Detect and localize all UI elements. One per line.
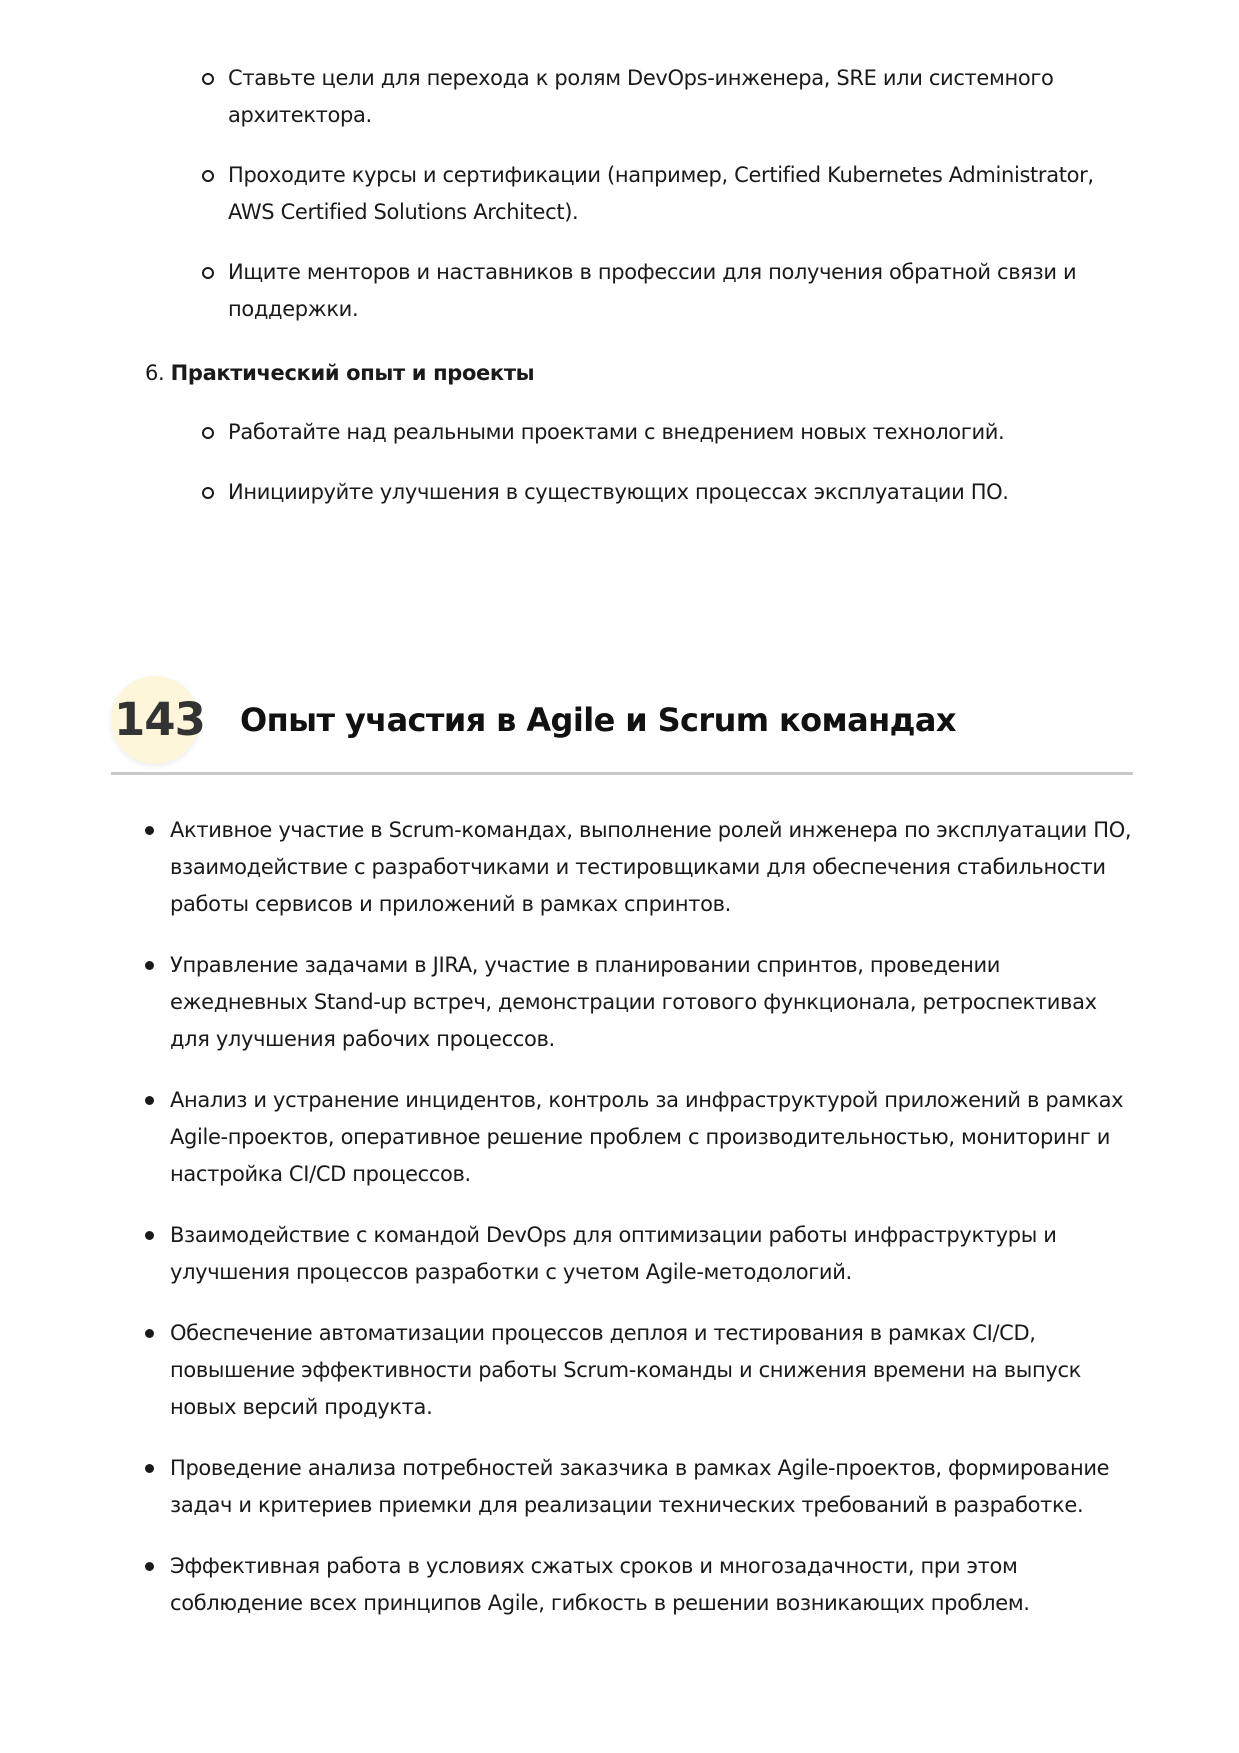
item-number: 6. [145,361,165,385]
list-item-text: Взаимодействие с командой DevOps для оптимизации работы инфраструктуры и улучшения процессов разработки с учетом Agile-методологий. [170,1223,1057,1284]
list-item [228,474,1128,511]
list-item [228,414,1128,451]
hollow-bullet-icon [202,170,214,182]
list-item-text: Работайте над реальными проектами с внедрением новых технологий. [228,420,1005,444]
bullet-icon [145,1096,154,1105]
bullet-icon [145,1464,154,1473]
list-item [170,1315,1135,1426]
list-item-text: Активное участие в Scrum-командах, выполнение ролей инженера по эксплуатации ПО, взаимодействие с разработчиками и тестировщиками для обеспечения стабильности работы сервисов и приложений в рамках спринтов. [170,818,1132,916]
hollow-bullet-icon [202,267,214,279]
numbered-item-heading [145,355,534,392]
list-item-text: Анализ и устранение инцидентов, контроль за инфраструктурой приложений в рамках Agile-проектов, оперативное решение проблем с производительностью, мониторинг и настройка CI/CD процессов. [170,1088,1124,1186]
section-divider [111,772,1133,775]
list-item [170,1548,1135,1622]
bullet-icon [145,1329,154,1338]
list-item-text: Эффективная работа в условиях сжатых сроков и многозадачности, при этом соблюдение всех принципов Agile, гибкость в решении возникающих проблем. [170,1554,1030,1615]
hollow-bullet-icon [202,487,214,499]
bullet-icon [145,826,154,835]
list-item [170,947,1135,1058]
hollow-bullet-icon [202,73,214,85]
list-item-text: Ставьте цели для перехода к ролям DevOps-инженера, SRE или системного архитектора. [228,66,1054,127]
list-item [228,157,1128,231]
career-goals-sublist [228,60,1128,351]
bullet-icon [145,1562,154,1571]
list-item-text: Ищите менторов и наставников в профессии для получения обратной связи и поддержки. [228,260,1077,321]
section-number: 143 [114,693,205,746]
section-title: Опыт участия в Agile и Scrum командах [240,701,956,739]
list-item [228,60,1128,134]
list-item [170,1082,1135,1193]
list-item-text: Обеспечение автоматизации процессов деплоя и тестирования в рамках CI/CD, повышение эффективности работы Scrum-команды и снижения времени на выпуск новых версий продукта. [170,1321,1081,1419]
list-item-text: Управление задачами в JIRA, участие в планировании спринтов, проведении ежедневных Stand-up встреч, демонстрации готового функционала, ретроспективах для улучшения рабочих процессов. [170,953,1097,1051]
list-item-text: Проходите курсы и сертификации (например, Certified Kubernetes Administrator, AWS Certified Solutions Architect). [228,163,1094,224]
bullet-icon [145,961,154,970]
practical-experience-sublist [228,414,1128,534]
list-item-text: Инициируйте улучшения в существующих процессах эксплуатации ПО. [228,480,1009,504]
section-bullet-list [170,812,1135,1646]
list-item-text: Проведение анализа потребностей заказчика в рамках Agile-проектов, формирование задач и критериев приемки для реализации технических требований в разработке. [170,1456,1110,1517]
list-item [170,812,1135,923]
item-title: Практический опыт и проекты [170,361,535,385]
list-item [228,254,1128,328]
list-item [170,1217,1135,1291]
hollow-bullet-icon [202,427,214,439]
bullet-icon [145,1231,154,1240]
list-item [170,1450,1135,1524]
